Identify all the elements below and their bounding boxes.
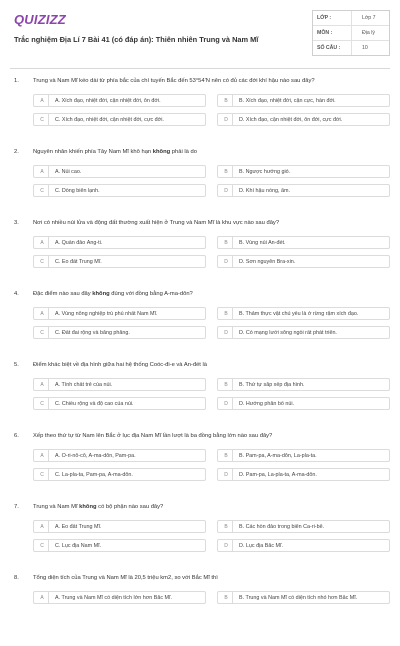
option-letter: D [220, 327, 233, 338]
option-text: D. Khí hậu nóng, ẩm. [239, 187, 290, 194]
option-letter: C [36, 114, 49, 125]
option-text: B. Xích đạo, nhiệt đới, cận cực, hàn đới. [239, 97, 336, 104]
option-d[interactable] [217, 539, 390, 552]
meta-value: Địa lý [351, 26, 389, 40]
option-letter: C [36, 540, 49, 551]
option-text: C. Lục địa Nam Mĩ. [55, 542, 102, 549]
option-letter: C [36, 398, 49, 409]
option-letter: A [36, 379, 49, 390]
option-text: A. Trung và Nam Mĩ có diện tích lớn hơn Bắc Mĩ. [55, 594, 173, 601]
option-text: B. Vùng núi An-đét. [239, 239, 286, 246]
option-letter: B [220, 592, 233, 603]
option-a[interactable] [33, 94, 206, 107]
option-c[interactable] [33, 326, 206, 339]
option-b[interactable] [217, 520, 390, 533]
question-text: Trung và Nam Mĩ không có bộ phận nào sau đây? [33, 504, 164, 510]
meta-key: LỚP : [317, 15, 332, 21]
question-text: Tổng diện tích của Trung và Nam Mĩ là 20,5 triệu km2, so với Bắc Mĩ thì [33, 575, 218, 581]
option-letter: D [220, 185, 233, 196]
option-c[interactable] [33, 397, 206, 410]
option-text: A. Xích đạo, nhiệt đới, cận nhiệt đới, ôn đới. [55, 97, 161, 104]
option-text: D. Sơn nguyên Bra-xin. [239, 258, 296, 265]
option-a[interactable] [33, 378, 206, 391]
quiz-title: Trắc nghiệm Địa Lí 7 Bài 41 (có đáp án): Thiên nhiên Trung và Nam Mĩ [14, 35, 259, 44]
option-text: B. Pam-pa, A-ma-dôn, La-pla-ta. [239, 452, 317, 459]
question-6 [10, 433, 390, 504]
option-b[interactable] [217, 236, 390, 249]
option-c[interactable] [33, 255, 206, 268]
option-b[interactable] [217, 94, 390, 107]
option-a[interactable] [33, 165, 206, 178]
option-text: D. Xích đạo, cận nhiệt đới, ôn đới, cực đới. [239, 116, 343, 123]
option-text: D. Lục địa Bắc Mĩ. [239, 542, 284, 549]
question-8 [10, 575, 390, 646]
option-letter: B [220, 308, 233, 319]
option-d[interactable] [217, 113, 390, 126]
option-c[interactable] [33, 113, 206, 126]
option-d[interactable] [217, 397, 390, 410]
option-letter: A [36, 95, 49, 106]
option-text: A. Vùng nông nghiệp trù phú nhất Nam Mĩ. [55, 310, 158, 317]
option-b[interactable] [217, 378, 390, 391]
meta-row-count [313, 41, 389, 55]
option-letter: D [220, 398, 233, 409]
option-letter: B [220, 237, 233, 248]
question-number: 1. [14, 78, 19, 84]
option-letter: D [220, 469, 233, 480]
question-text: Đặc điểm nào sau đây không đúng với đồng bằng A-ma-dôn? [33, 291, 193, 297]
option-text: C. La-pla-ta, Pam-pa, A-ma-dôn. [55, 471, 133, 478]
question-number: 7. [14, 504, 19, 510]
quiz-meta-table [312, 10, 390, 56]
option-text: C. Chiều rộng và độ cao của núi. [55, 400, 134, 407]
option-d[interactable] [217, 184, 390, 197]
option-text: B. Thảm thực vật chủ yếu là ở rừng rậm xích đạo. [239, 310, 359, 317]
option-letter: A [36, 450, 49, 461]
option-d[interactable] [217, 255, 390, 268]
option-text: B. Các hòn đảo trong biển Ca-ri-bê. [239, 523, 325, 530]
question-text: Nguyên nhân khiến phía Tây Nam Mĩ khô hạn không phải là do [33, 149, 197, 155]
meta-row-subject [313, 26, 389, 41]
option-letter: B [220, 521, 233, 532]
question-text: Trung và Nam Mĩ kéo dài từ phía bắc của chí tuyến Bắc đến 53°54'N nên có đủ các đới khí hậu nào sau đây? [33, 78, 315, 84]
option-text: C. Đất đai rộng và bằng phẳng. [55, 329, 130, 336]
question-text: Xếp theo thứ tự từ Nam lên Bắc ở lục địa Nam Mĩ lần lượt là ba đồng bằng lớn nào sau đây? [33, 433, 273, 439]
option-letter: D [220, 256, 233, 267]
option-letter: A [36, 166, 49, 177]
question-number: 8. [14, 575, 19, 581]
option-letter: B [220, 379, 233, 390]
question-number: 6. [14, 433, 19, 439]
option-a[interactable] [33, 307, 206, 320]
meta-value: 10 [351, 41, 389, 55]
option-letter: C [36, 327, 49, 338]
option-text: B. Ngược hướng gió. [239, 168, 291, 175]
meta-row-grade [313, 11, 389, 26]
option-text: D. Hướng phân bố núi. [239, 400, 295, 407]
question-number: 2. [14, 149, 19, 155]
question-7 [10, 504, 390, 575]
option-a[interactable] [33, 520, 206, 533]
option-text: C. Dòng biển lạnh. [55, 187, 100, 194]
question-list [10, 78, 390, 646]
question-4 [10, 291, 390, 362]
option-b[interactable] [217, 307, 390, 320]
option-c[interactable] [33, 468, 206, 481]
option-text: D. Pam-pa, La-pla-ta, A-ma-dôn. [239, 471, 317, 478]
option-text: C. Xích đạo, nhiệt đới, cận nhiệt đới, cực đới. [55, 116, 164, 123]
quizizz-logo: QUIZIZZ [14, 12, 66, 27]
option-letter: A [36, 592, 49, 603]
question-number: 5. [14, 362, 19, 368]
option-b[interactable] [217, 591, 390, 604]
question-1 [10, 78, 390, 149]
option-b[interactable] [217, 165, 390, 178]
option-a[interactable] [33, 236, 206, 249]
question-text: Điểm khác biệt về địa hình giữa hai hệ thống Coóc-đi-e và An-đét là [33, 362, 208, 368]
question-text: Nơi có nhiều núi lửa và động đất thường xuất hiện ở Trung và Nam Mĩ là khu vực nào sau đây? [33, 220, 280, 226]
option-c[interactable] [33, 539, 206, 552]
header-divider [10, 68, 390, 69]
question-2 [10, 149, 390, 220]
option-c[interactable] [33, 184, 206, 197]
option-letter: A [36, 308, 49, 319]
question-5 [10, 362, 390, 433]
option-d[interactable] [217, 468, 390, 481]
option-d[interactable] [217, 326, 390, 339]
question-number: 3. [14, 220, 19, 226]
option-letter: B [220, 450, 233, 461]
option-letter: D [220, 114, 233, 125]
option-text: B. Trung và Nam Mĩ có diện tích nhỏ hơn Bắc Mĩ. [239, 594, 358, 601]
option-letter: B [220, 95, 233, 106]
meta-key: MÔN : [317, 30, 333, 36]
option-letter: B [220, 166, 233, 177]
option-text: B. Thứ tự sắp xếp địa hình. [239, 381, 305, 388]
option-text: A. Ô-ri-nô-cô, A-ma-dôn, Pam-pa. [55, 452, 136, 459]
option-a[interactable] [33, 449, 206, 462]
option-letter: C [36, 469, 49, 480]
option-a[interactable] [33, 591, 206, 604]
option-text: C. Eo đất Trung Mĩ. [55, 258, 102, 265]
option-text: A. Quần đảo Ăng-ti. [55, 239, 103, 246]
option-text: A. Tính chất trẻ của núi. [55, 381, 113, 388]
question-3 [10, 220, 390, 291]
meta-value: Lớp 7 [351, 11, 389, 25]
meta-key: SỐ CÂU : [317, 45, 341, 51]
option-b[interactable] [217, 449, 390, 462]
question-number: 4. [14, 291, 19, 297]
option-letter: A [36, 521, 49, 532]
option-letter: D [220, 540, 233, 551]
option-letter: C [36, 256, 49, 267]
option-letter: C [36, 185, 49, 196]
option-text: A. Núi cao. [55, 168, 82, 175]
option-text: A. Eo đất Trung Mĩ. [55, 523, 102, 530]
option-text: D. Có mạng lưới sông ngòi rất phát triển. [239, 329, 337, 336]
quiz-header [10, 8, 390, 64]
option-letter: A [36, 237, 49, 248]
